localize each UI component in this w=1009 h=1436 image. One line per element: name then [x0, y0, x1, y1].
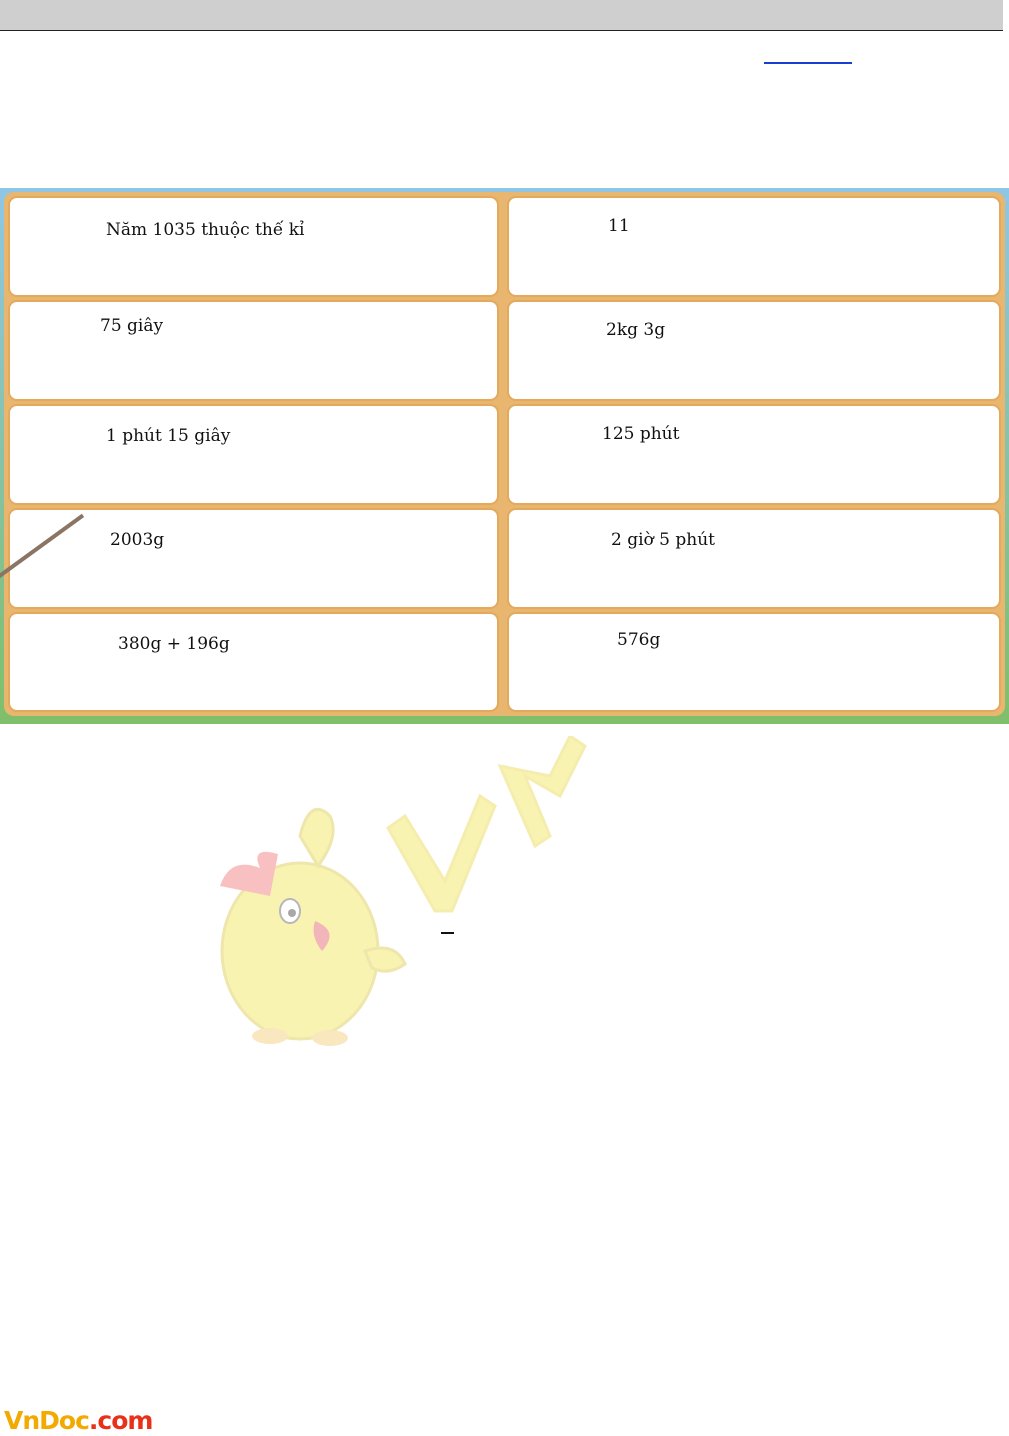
left-card-3-text: 1 phút 15 giây [106, 426, 231, 446]
right-card-4-text: 2 giờ 5 phút [611, 530, 716, 550]
left-card-2[interactable] [8, 300, 499, 401]
right-card-5-text: 576g [617, 630, 661, 650]
mascot-chick-icon [220, 809, 405, 1046]
header-link[interactable] [764, 62, 852, 64]
right-card-2[interactable] [507, 300, 1001, 401]
quiz-frame [4, 192, 1005, 716]
underline-mark [441, 932, 454, 934]
left-card-3[interactable] [8, 404, 499, 505]
left-card-5[interactable] [8, 612, 499, 712]
matching-quiz-image [0, 188, 1009, 724]
right-card-3-text: 125 phút [602, 424, 680, 444]
right-card-2-text: 2kg 3g [606, 320, 666, 340]
vndoc-watermark-letters [388, 736, 585, 911]
right-card-1[interactable] [507, 196, 1001, 297]
left-card-4[interactable] [8, 508, 499, 609]
vndoc-logo[interactable] [4, 1406, 152, 1436]
left-card-1[interactable] [8, 196, 499, 297]
right-card-3[interactable] [507, 404, 1001, 505]
right-card-4[interactable] [507, 508, 1001, 609]
logo-text-main: VnDoc [4, 1406, 89, 1435]
right-card-1-text: 11 [608, 216, 630, 236]
logo-text-domain: .com [88, 1406, 153, 1435]
right-card-5[interactable] [507, 612, 1001, 712]
page-header-bar [0, 0, 1003, 31]
left-card-2-text: 75 giây [100, 316, 164, 336]
left-card-5-text: 380g + 196g [118, 634, 230, 654]
left-card-1-text: Năm 1035 thuộc thế kỉ [106, 220, 305, 240]
mascot-watermark [190, 736, 610, 1066]
left-card-4-text: 2003g [110, 530, 165, 550]
